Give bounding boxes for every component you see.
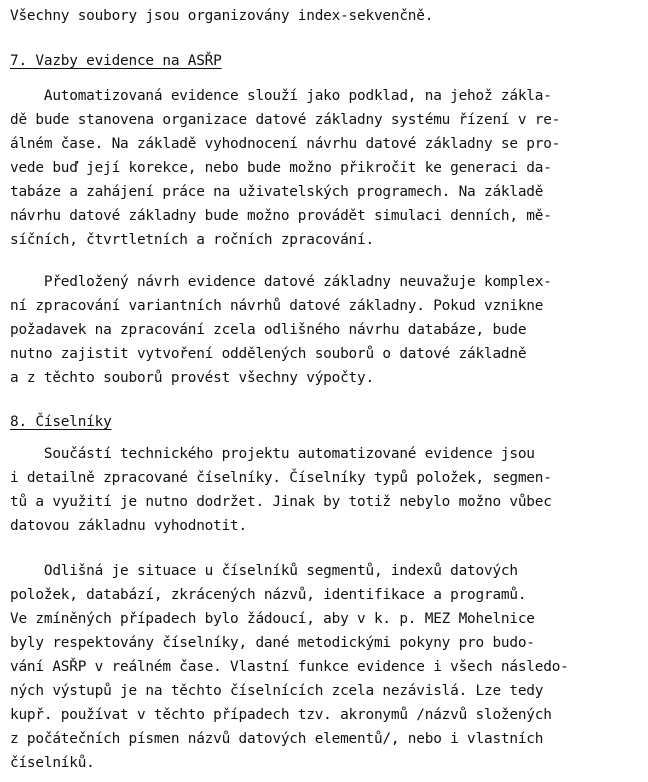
text-line: datovou základnu vyhodnotit. xyxy=(10,518,247,534)
text-line: a z těchto souborů provést všechny výpočty. xyxy=(10,370,374,386)
text-line: Ve zmíněných případech bylo žádoucí, aby v k. p. MEZ Mohelnice xyxy=(10,611,535,627)
text-line: číselníků. xyxy=(10,755,95,771)
text-line: požadavek na zpracování zcela odlišného návrhu databáze, bude xyxy=(10,322,527,338)
text-line: Součástí technického projektu automatizované evidence jsou xyxy=(10,446,535,462)
text-line: síčních, čtvrtletních a ročních zpracování. xyxy=(10,232,374,248)
text-line: tů a využití je nutno dodržet. Jinak by totiž nebylo možno vůbec xyxy=(10,494,552,510)
text-line: vání ASŘP v reálném čase. Vlastní funkce evidence i všech následo- xyxy=(10,659,569,675)
section-7-heading: 7. Vazby evidence na ASŘP xyxy=(10,53,222,69)
text-line: ných výstupů je na těchto číselnících zcela nezávislá. Lze tedy xyxy=(10,683,544,699)
text-line: kupř. používat v těchto případech tzv. akronymů /názvů složených xyxy=(10,707,552,723)
text-line: álném čase. Na základě vyhodnocení návrhu datové základny se pro- xyxy=(10,136,561,152)
text-line: dě bude stanovena organizace datové základny systému řízení v re- xyxy=(10,112,561,128)
intro-line: Všechny soubory jsou organizovány index-sekvenčně. xyxy=(10,8,434,24)
text-line: Automatizovaná evidence slouží jako podklad, na jehož zákla- xyxy=(10,88,552,104)
text-line: tabáze a zahájení práce na uživatelských programech. Na základě xyxy=(10,184,544,200)
text-line: i detailně zpracované číselníky. Číselníky typů položek, segmen- xyxy=(10,470,552,486)
text-line: ní zpracování variantních návrhů datové základny. Pokud vznikne xyxy=(10,298,544,314)
text-line: návrhu datové základny bude možno provádět simulaci denních, mě- xyxy=(10,208,552,224)
text-line: Odlišná je situace u číselníků segmentů, indexů datových xyxy=(10,563,518,579)
text-line: byly respektovány číselníky, dané metodickými pokyny pro budo- xyxy=(10,635,535,651)
text-line: z počátečních písmen názvů datových elementů/, nebo i vlastních xyxy=(10,731,544,747)
text-line: položek, databází, zkrácených názvů, identifikace a programů. xyxy=(10,587,527,603)
section-8-heading: 8. Číselníky xyxy=(10,414,112,430)
text-line: nutno zajistit vytvoření oddělených souborů o datové základně xyxy=(10,346,527,362)
text-line: vede buď její korekce, nebo bude možno přikročit ke generaci da- xyxy=(10,160,552,176)
text-line: Předložený návrh evidence datové základny neuvažuje komplex- xyxy=(10,274,552,290)
